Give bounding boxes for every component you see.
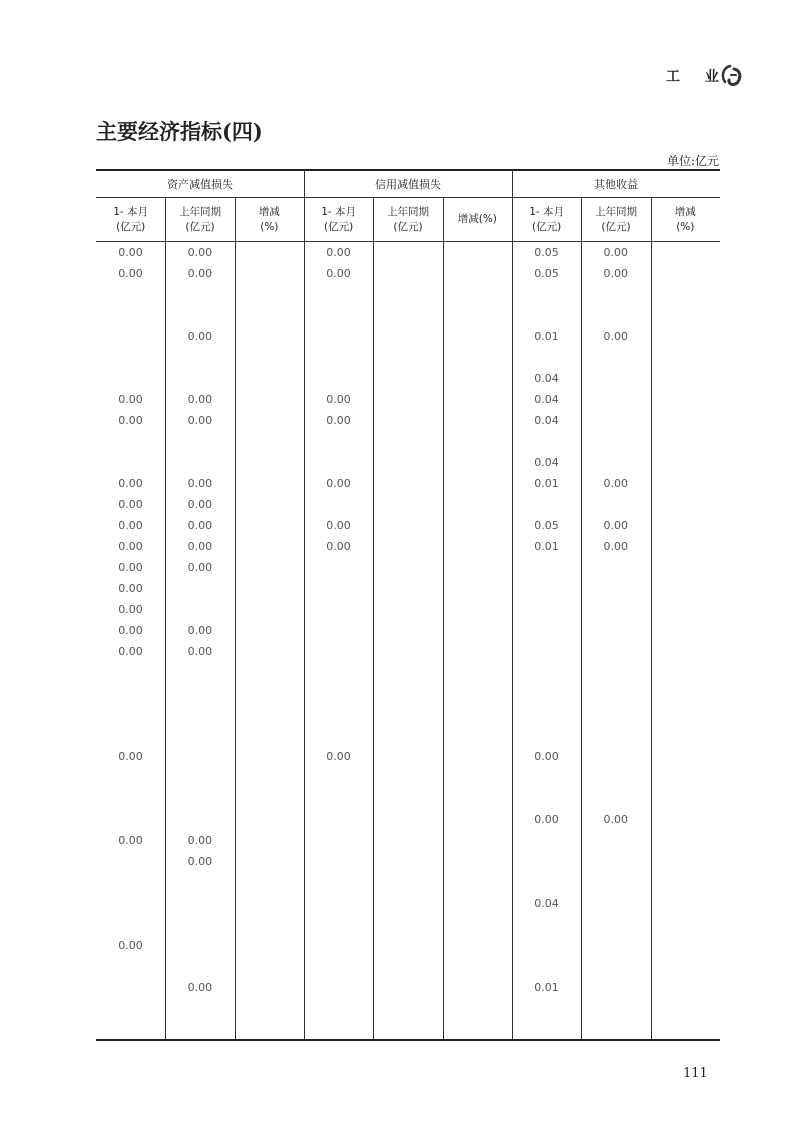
table-cell: 0.00 [118,393,143,406]
unit-label: 单位:亿元 [666,154,719,168]
column-divider [443,197,444,1039]
column-header-line: 上年同期 [386,206,429,218]
table-cell: 0.01 [534,477,559,490]
column-header-line: 增减 [258,206,280,218]
page-title: 主要经济指标(四) [96,119,263,144]
table-cell: 0.00 [187,498,213,511]
column-header-unit: (%) [676,221,695,233]
table-cell: 0.00 [118,246,143,259]
table-cell: 0.00 [534,750,559,763]
table-cell: 0.00 [118,582,143,595]
section-logo-icon [720,64,744,86]
column-header-line: 上年同期 [594,206,637,218]
group-header-rule [96,197,720,198]
column-header-unit: (亿元) [185,221,215,233]
table-cell: 0.00 [603,540,629,553]
table-cell: 0.01 [534,330,559,343]
table-cell: 0.01 [534,981,559,994]
table-cell: 0.00 [603,246,629,259]
table-cell: 0.00 [326,246,351,259]
column-divider [235,197,236,1039]
column-header [304,205,373,235]
table-cell: 0.00 [118,414,143,427]
column-divider [373,197,374,1039]
table-cell: 0.04 [534,393,559,406]
table-cell: 0.00 [118,939,143,952]
table-cell: 0.00 [603,813,629,826]
table-cell: 0.00 [118,624,143,637]
table-cell: 0.00 [187,834,213,847]
table-cell: 0.00 [326,750,351,763]
column-header-unit: (亿元) [601,221,631,233]
table-cell: 0.00 [118,540,143,553]
column-header-unit: (亿元) [324,221,354,233]
table-cell: 0.00 [118,498,143,511]
table-cell: 0.00 [603,519,629,532]
table-cell: 0.05 [534,267,559,280]
table-cell: 0.00 [187,330,213,343]
table-cell: 0.01 [534,540,559,553]
column-header [165,205,234,235]
column-header-unit: (亿元) [393,221,423,233]
column-header-line: 增减(%) [457,213,497,225]
table-cell: 0.00 [118,519,143,532]
table-cell: 0.00 [187,540,213,553]
column-header [96,205,165,235]
table-cell: 0.00 [326,267,351,280]
column-divider [581,197,582,1039]
column-header [235,205,304,235]
column-header-line: 增减 [674,206,696,218]
column-header [512,205,581,235]
table-cell: 0.00 [187,561,213,574]
table-cell: 0.00 [187,519,213,532]
group-header: 资产减值损失 [166,178,233,191]
table-cell: 0.05 [534,519,559,532]
column-header [651,205,720,235]
column-header-line: 上年同期 [178,206,221,218]
table-cell: 0.00 [187,414,213,427]
table-cell: 0.00 [118,603,143,616]
table-cell: 0.04 [534,456,559,469]
table-cell: 0.00 [118,645,143,658]
column-divider [651,197,652,1039]
column-header-unit: (%) [260,221,279,233]
column-header-unit: (亿元) [116,221,146,233]
table-cell: 0.00 [187,393,213,406]
column-header-line: 1- 本月 [113,206,149,218]
table-cell: 0.00 [326,540,351,553]
section-label: 工 业 [666,69,729,85]
page-number: 111 [683,1066,708,1081]
table-cell: 0.00 [534,813,559,826]
column-header-line: 1- 本月 [529,206,565,218]
table-cell: 0.00 [603,477,629,490]
table-cell: 0.00 [187,855,213,868]
table-cell: 0.00 [187,981,213,994]
table-cell: 0.00 [118,477,143,490]
table-bottom-rule [96,1039,720,1041]
table-top-rule [96,169,720,171]
column-header [581,205,650,235]
table-cell: 0.00 [187,645,213,658]
column-header-unit: (亿元) [532,221,562,233]
table-cell: 0.00 [187,624,213,637]
table-cell: 0.00 [603,267,629,280]
group-header: 其他收益 [593,178,638,191]
table-cell: 0.04 [534,414,559,427]
table-cell: 0.00 [118,750,143,763]
group-header: 信用减值损失 [374,178,441,191]
table-cell: 0.00 [603,330,629,343]
group-divider [304,170,305,1039]
table-cell: 0.00 [187,477,213,490]
table-cell: 0.00 [187,246,213,259]
table-cell: 0.00 [187,267,213,280]
column-header-line: 1- 本月 [321,206,357,218]
table-cell: 0.04 [534,372,559,385]
column-header [443,212,512,227]
column-divider [165,197,166,1039]
table-cell: 0.00 [326,519,351,532]
table-cell: 0.00 [118,834,143,847]
table-cell: 0.05 [534,246,559,259]
table-cell: 0.00 [118,267,143,280]
column-header [373,205,442,235]
table-cell: 0.00 [326,393,351,406]
table-cell: 0.00 [326,414,351,427]
column-header-rule [96,241,720,242]
table-cell: 0.00 [326,477,351,490]
table-cell: 0.00 [118,561,143,574]
table-cell: 0.04 [534,897,559,910]
